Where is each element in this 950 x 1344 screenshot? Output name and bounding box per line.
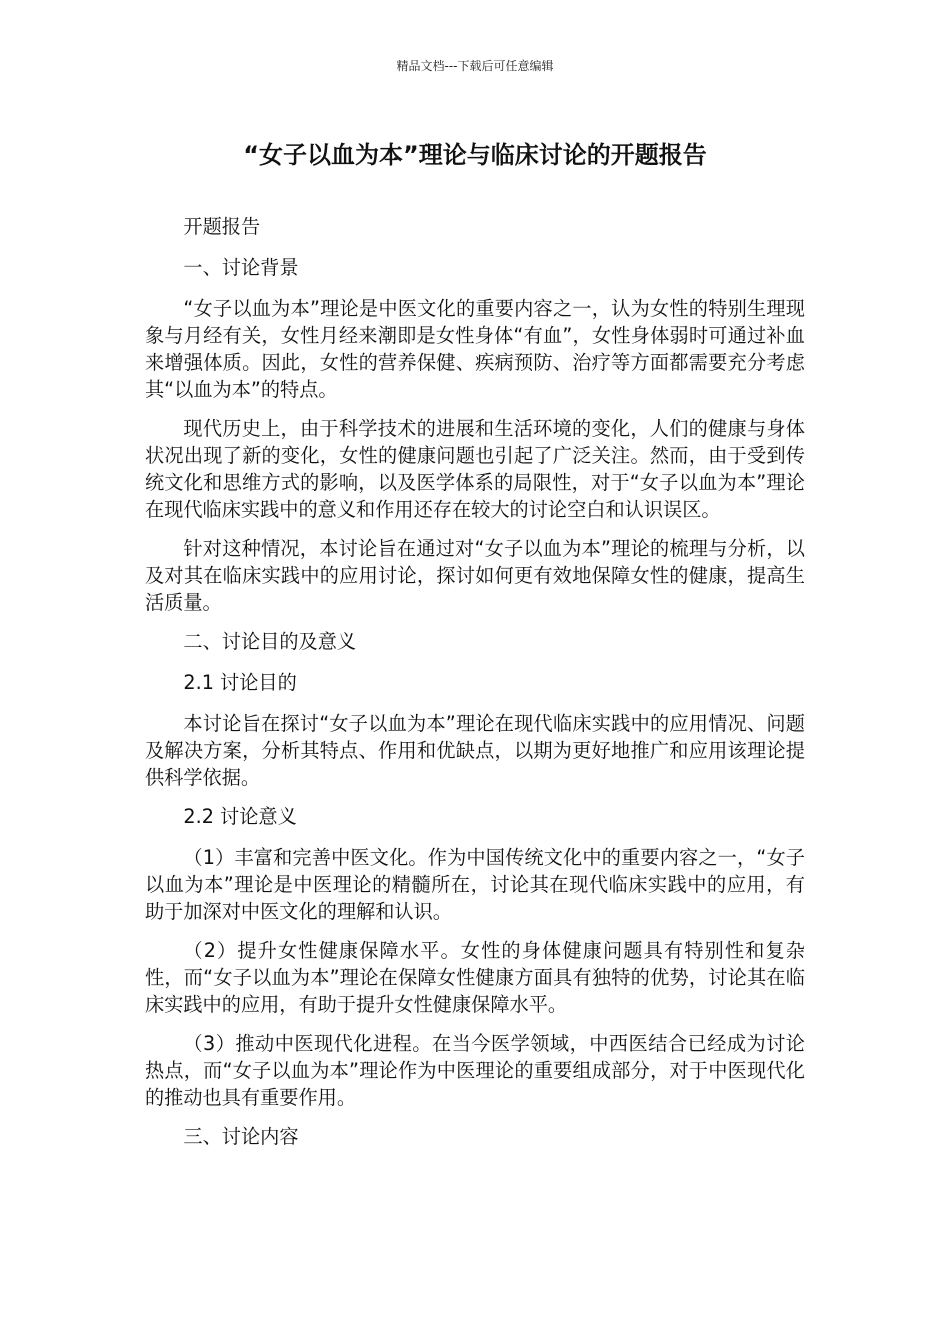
document-body: [145, 213, 805, 1164]
paragraph-background-2: 现代历史上，由于科学技术的进展和生活环境的变化，人们的健康与身体状况出现了新的变化，女性的健康问题也引起了广泛关注。然而，由于受到传统文化和思维方式的影响，以及医学体系的局限性，对于“女子以血为本”理论在现代临床实践中的意义和作用还存在较大的讨论空白和认识误区。: [145, 417, 805, 521]
section-heading-content: 三、讨论内容: [183, 1125, 299, 1148]
document-title: “女子以血为本”理论与临床讨论的开题报告: [243, 141, 707, 169]
subsection-heading-significance: 2.2 讨论意义: [183, 805, 297, 828]
section-heading-background: 一、讨论背景: [183, 256, 299, 279]
paragraph-significance-2: （2）提升女性健康保障水平。女性的身体健康问题具有特别性和复杂性，而“女子以血为本”理论在保障女性健康方面具有独特的优势，讨论其在临床实践中的应用，有助于提升女性健康保障水平。: [145, 939, 805, 1016]
paragraph-background-1: “女子以血为本”理论是中医文化的重要内容之一，认为女性的特别生理现象与月经有关，女性月经来潮即是女性身体“有血”，女性身体弱时可通过补血来增强体质。因此，女性的营养保健、疾病预防、治疗等方面都需要充分考虑其“以血为本”的特点。: [145, 297, 805, 401]
page-header: 精品文档---下载后可任意编辑: [396, 59, 554, 73]
paragraph-background-3: 针对这种情况，本讨论旨在通过对“女子以血为本”理论的梳理与分析，以及对其在临床实践中的应用讨论，探讨如何更有效地保障女性的健康，提高生活质量。: [145, 537, 805, 614]
subsection-heading-purpose: 2.1 讨论目的: [183, 671, 297, 694]
section-heading-purpose: 二、讨论目的及意义: [183, 630, 357, 653]
section-label-report: 开题报告: [183, 215, 261, 238]
paragraph-purpose: 本讨论旨在探讨“女子以血为本”理论在现代临床实践中的应用情况、问题及解决方案，分析其特点、作用和优缺点，以期为更好地推广和应用该理论提供科学依据。: [145, 712, 805, 789]
paragraph-significance-1: （1）丰富和完善中医文化。作为中国传统文化中的重要内容之一，“女子以血为本”理论是中医理论的精髓所在，讨论其在现代临床实践中的应用，有助于加深对中医文化的理解和认识。: [145, 846, 805, 923]
paragraph-significance-3: （3）推动中医现代化进程。在当今医学领域，中西医结合已经成为讨论热点，而“女子以血为本”理论作为中医理论的重要组成部分，对于中医现代化的推动也具有重要作用。: [145, 1032, 805, 1109]
